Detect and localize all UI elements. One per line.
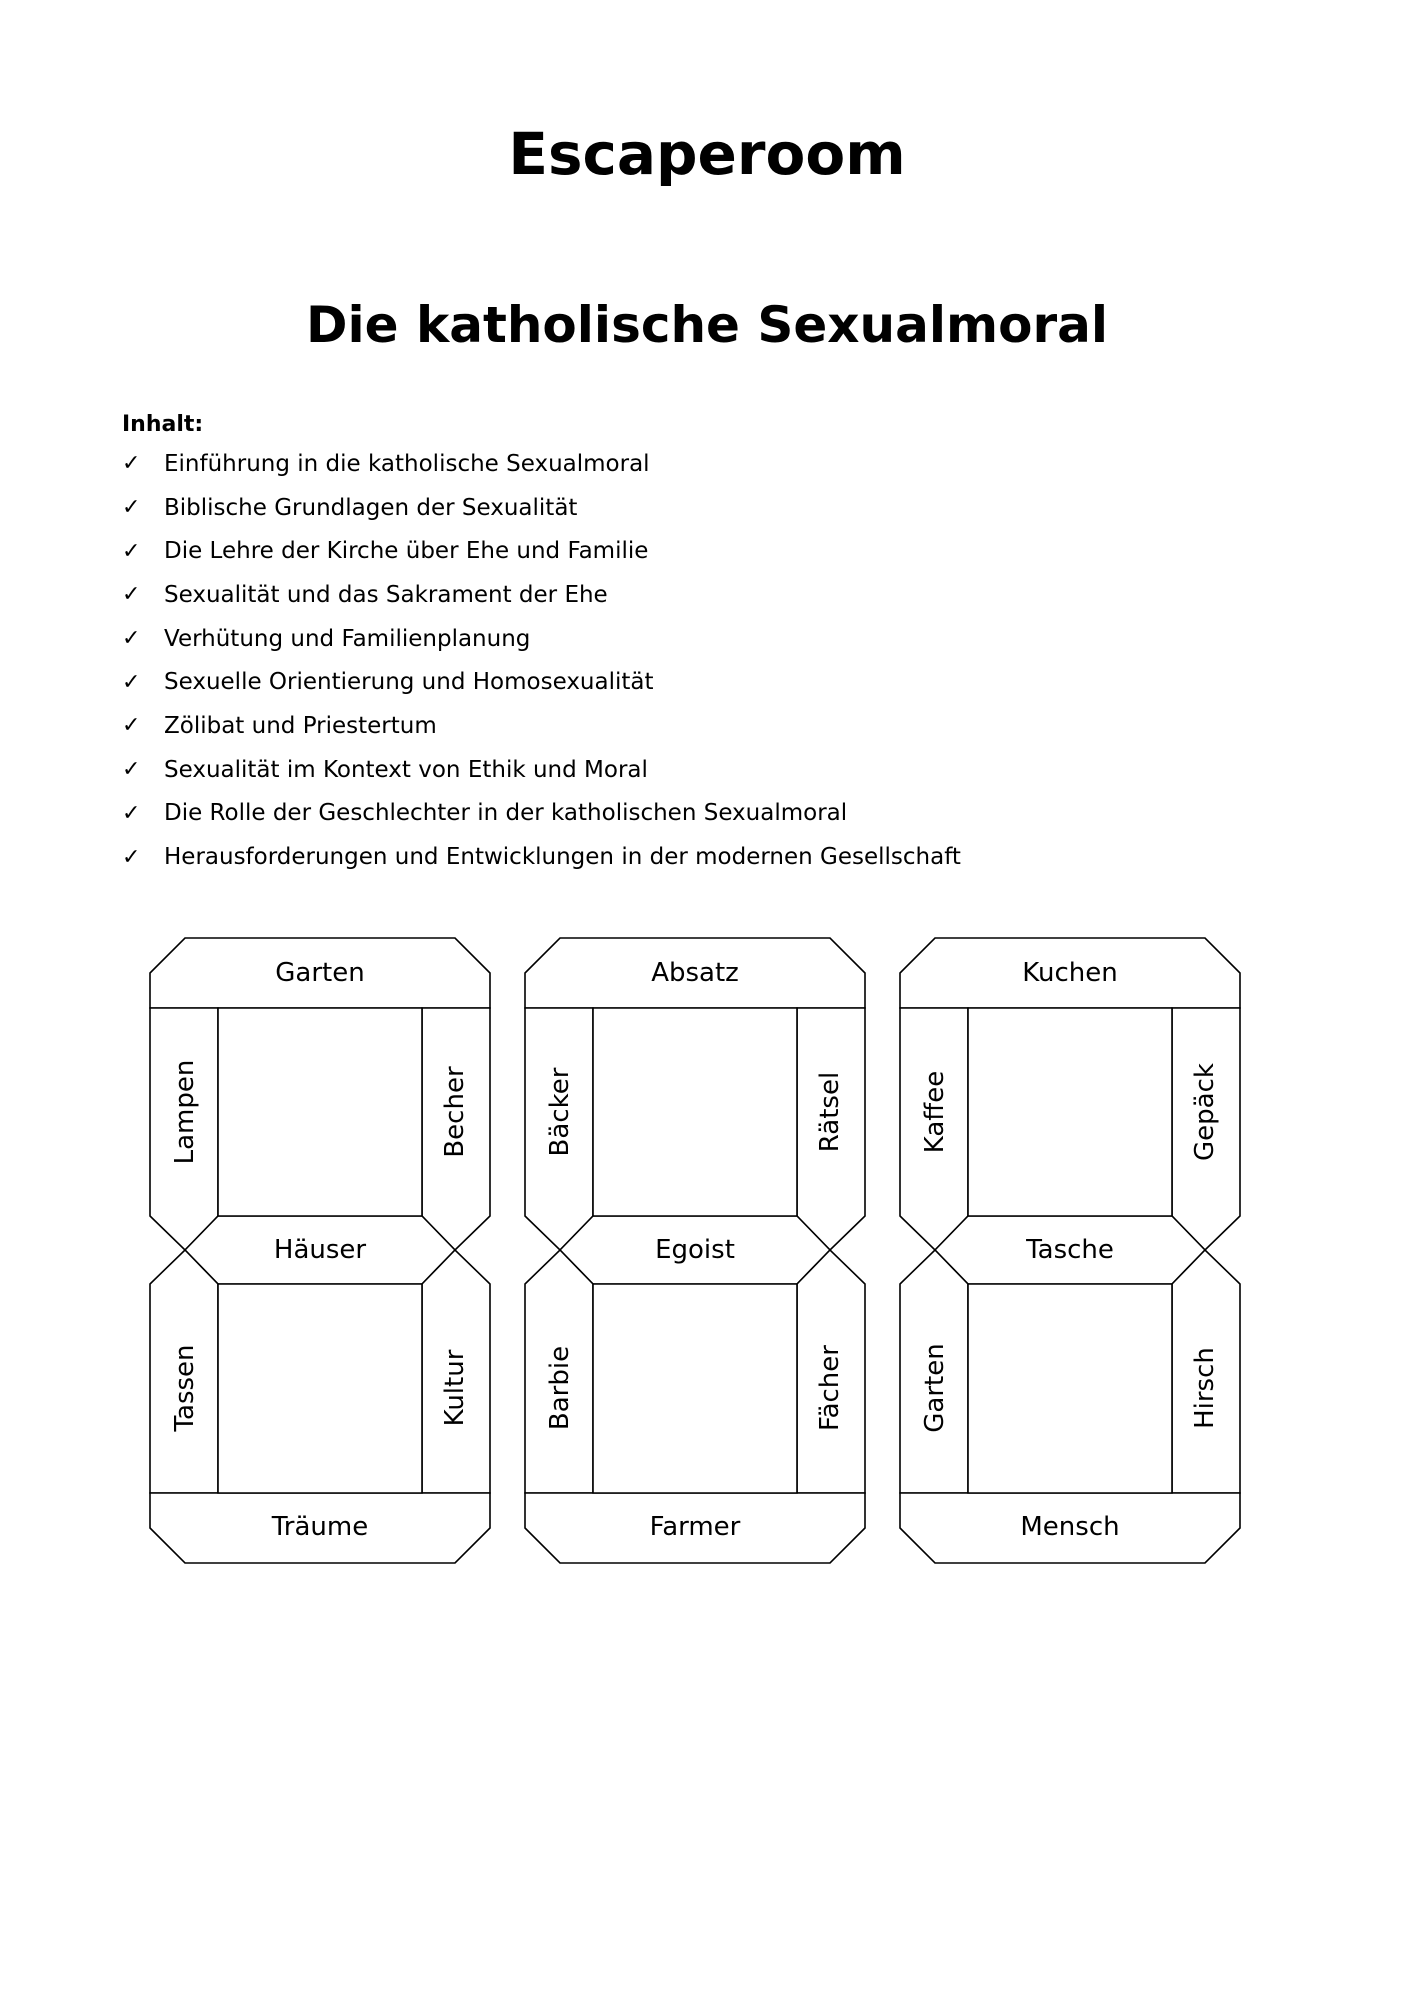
checkmark-icon: ✓ bbox=[122, 669, 141, 695]
segment-label-lower-left: Garten bbox=[920, 1343, 950, 1433]
segment-label-middle: Egoist bbox=[655, 1235, 735, 1265]
topic-text: Verhütung und Familienplanung bbox=[164, 625, 531, 652]
segment-label-lower-right: Fächer bbox=[815, 1345, 845, 1431]
inner-square-upper bbox=[218, 1008, 422, 1216]
checkmark-icon: ✓ bbox=[122, 451, 141, 477]
segment-label-bottom: Träume bbox=[271, 1512, 369, 1542]
topic-text: Die Rolle der Geschlechter in der katholischen Sexualmoral bbox=[164, 800, 848, 827]
segment-label-lower-right: Hirsch bbox=[1190, 1347, 1220, 1429]
segment-label-lower-left: Tassen bbox=[170, 1344, 200, 1432]
inner-square-lower bbox=[218, 1284, 422, 1493]
segment-label-middle: Tasche bbox=[1026, 1235, 1114, 1265]
topic-text: Die Lehre der Kirche über Ehe und Familie bbox=[164, 538, 649, 565]
segment-label-top: Garten bbox=[275, 958, 365, 988]
segment-label-lower-right: Kultur bbox=[440, 1349, 470, 1427]
topic-text: Biblische Grundlagen der Sexualität bbox=[164, 494, 578, 521]
topic-text: Zölibat und Priestertum bbox=[164, 712, 437, 739]
inner-square-lower bbox=[968, 1284, 1172, 1493]
segment-label-upper-right: Rätsel bbox=[815, 1071, 845, 1153]
topic-text: Sexualität im Kontext von Ethik und Moral bbox=[164, 756, 648, 783]
topic-text: Sexuelle Orientierung und Homosexualität bbox=[164, 669, 654, 696]
checkmark-icon: ✓ bbox=[122, 757, 141, 783]
segment-label-upper-left: Kaffee bbox=[920, 1070, 950, 1154]
contents-label: Inhalt: bbox=[122, 412, 204, 437]
segment-label-upper-left: Bäcker bbox=[545, 1067, 575, 1157]
segment-label-upper-right: Gepäck bbox=[1190, 1063, 1220, 1161]
segment-label-lower-left: Barbie bbox=[545, 1345, 575, 1431]
checkmark-icon: ✓ bbox=[122, 844, 141, 870]
checkmark-icon: ✓ bbox=[122, 538, 141, 564]
page-subtitle: Die katholische Sexualmoral bbox=[305, 296, 1109, 354]
segment-label-bottom: Farmer bbox=[649, 1512, 741, 1542]
topic-text: Einführung in die katholische Sexualmoral bbox=[164, 450, 650, 477]
inner-square-upper bbox=[593, 1008, 797, 1216]
inner-square-upper bbox=[968, 1008, 1172, 1216]
checkmark-icon: ✓ bbox=[122, 626, 141, 652]
segment-label-upper-right: Becher bbox=[440, 1066, 470, 1158]
page-title: Escaperoom bbox=[508, 120, 906, 188]
segment-label-top: Absatz bbox=[651, 958, 739, 988]
checkmark-icon: ✓ bbox=[122, 582, 141, 608]
segment-label-middle: Häuser bbox=[273, 1235, 367, 1265]
segment-label-top: Kuchen bbox=[1022, 958, 1118, 988]
topic-text: Herausforderungen und Entwicklungen in der modernen Gesellschaft bbox=[164, 844, 961, 871]
checkmark-icon: ✓ bbox=[122, 713, 141, 739]
topic-text: Sexualität und das Sakrament der Ehe bbox=[164, 581, 608, 608]
inner-square-lower bbox=[593, 1284, 797, 1493]
checkmark-icon: ✓ bbox=[122, 495, 141, 521]
checkmark-icon: ✓ bbox=[122, 800, 141, 826]
segment-label-upper-left: Lampen bbox=[170, 1059, 200, 1165]
segment-label-bottom: Mensch bbox=[1020, 1512, 1120, 1542]
